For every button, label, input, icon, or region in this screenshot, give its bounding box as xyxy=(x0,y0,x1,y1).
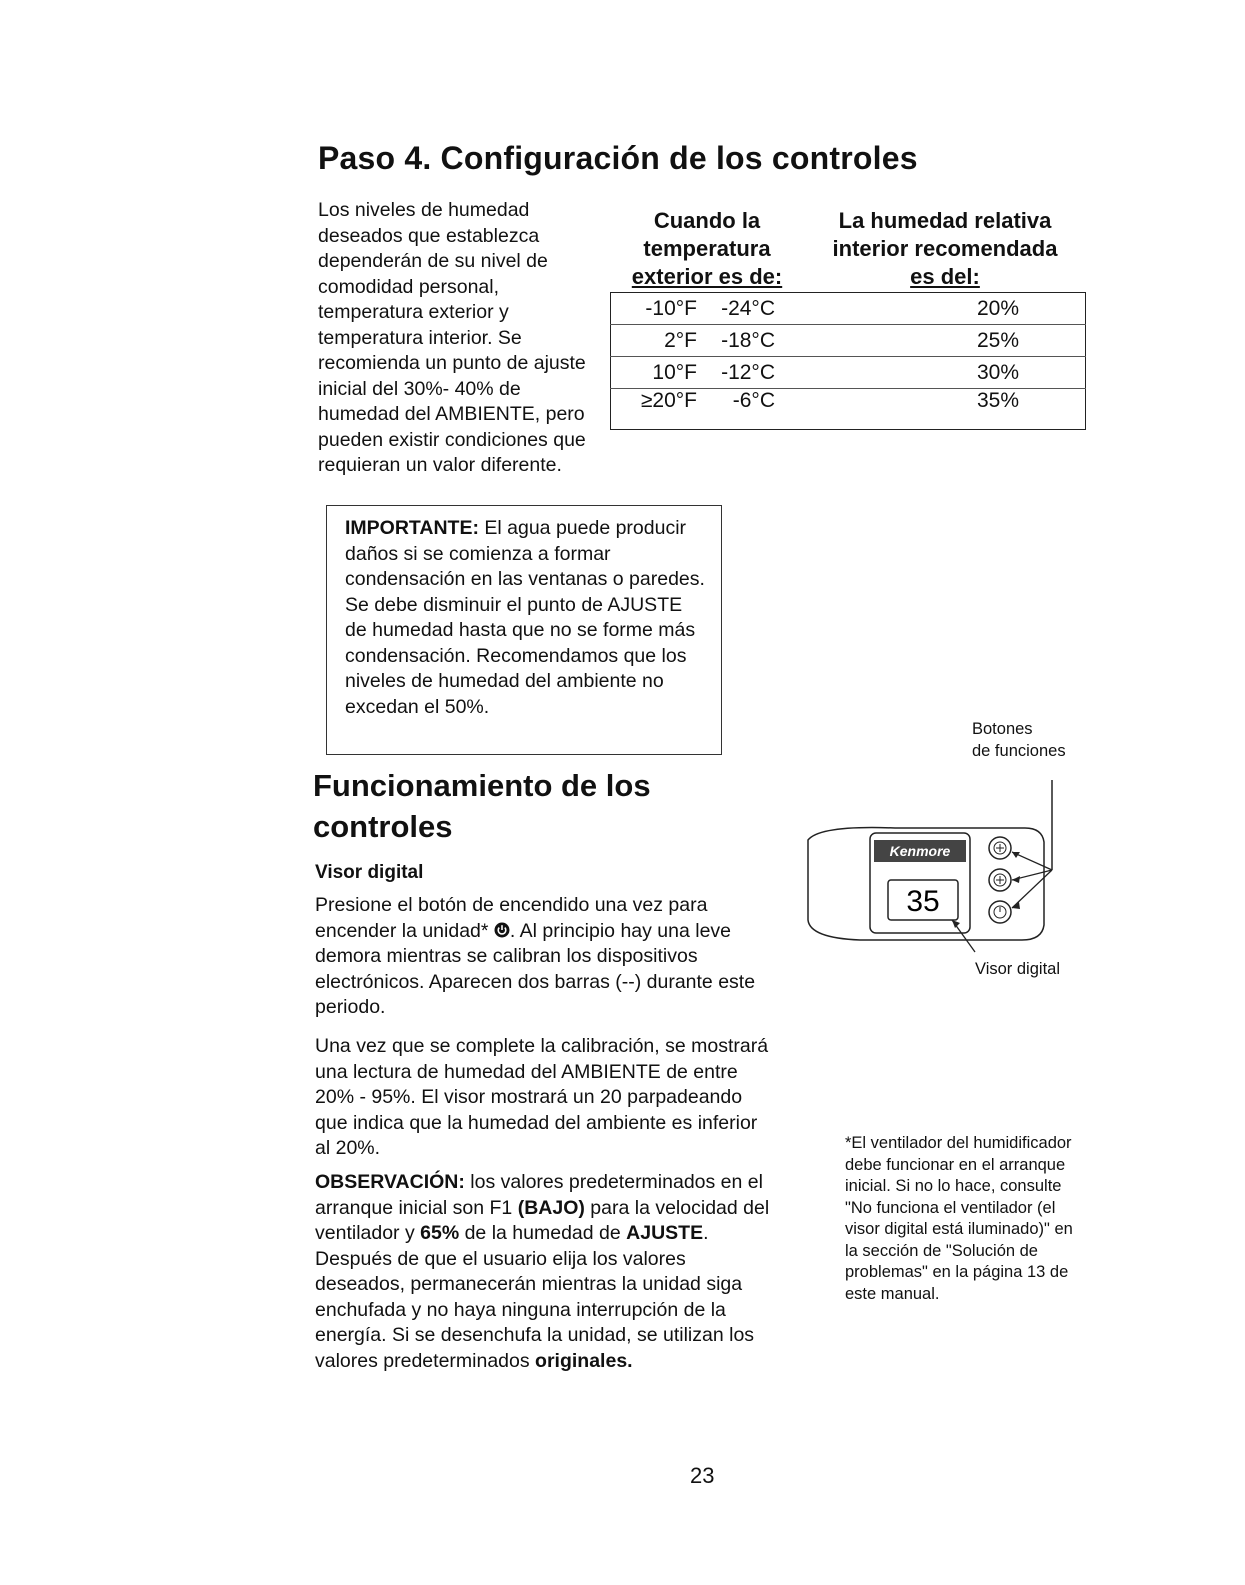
humidity-pct: 30% xyxy=(775,357,1086,389)
temp-f: 10°F xyxy=(611,357,710,389)
power-icon xyxy=(494,920,510,936)
control-panel-figure xyxy=(800,780,1090,955)
important-notice xyxy=(326,505,722,755)
button-fan[interactable] xyxy=(989,869,1011,891)
subheading-digital-display: Visor digital xyxy=(315,862,424,883)
section-title: Funcionamiento de los controles xyxy=(313,768,651,844)
label-digital-display: Visor digital xyxy=(975,960,1060,978)
humidity-pct: 25% xyxy=(775,325,1086,357)
button-up[interactable] xyxy=(989,837,1011,859)
paragraph-calibration: Una vez que se complete la calibración, se mostrará una lectura de humedad del AMBIENTE de entre 20% - 95%. El visor mostrará un 20 parpadeando que indica que la humedad del ambiente es inferior al 20%. xyxy=(315,1035,769,1159)
page-number: 23 xyxy=(690,1463,715,1488)
table-row xyxy=(611,357,1086,389)
display-value: 35 xyxy=(906,885,940,918)
brand-text: Kenmore xyxy=(889,843,951,859)
humidity-table xyxy=(610,292,1086,430)
footnote: *El ventilador del humidificador debe funcionar en el arranque inicial. Si no lo hace, consulte "No funciona el ventilador (el visor digital está iluminado)" en la sección de "Solución de problemas" en la página 13 de este manual. xyxy=(845,1134,1073,1303)
label-function-buttons: Botones de funciones xyxy=(972,720,1066,760)
temp-f: 2°F xyxy=(611,325,710,357)
humidity-pct: 20% xyxy=(775,293,1086,325)
important-label: IMPORTANTE: xyxy=(345,517,479,539)
table-header-temperature: Cuando la temperatura exterior es de: xyxy=(631,208,783,289)
table-header-humidity: La humedad relativa interior recomendada es del: xyxy=(832,208,1058,289)
temp-c: -6°C xyxy=(732,389,775,412)
temp-c: -24°C xyxy=(709,293,775,325)
temp-c: -18°C xyxy=(709,325,775,357)
temp-f: -10°F xyxy=(611,293,710,325)
humidity-pct: 35% xyxy=(976,389,1019,412)
table-row xyxy=(611,293,1086,325)
table-row xyxy=(611,389,1086,430)
paragraph-power: Presione el botón de encendido una vez para encender la unidad* . Al principio hay una leve demora mientras se calibran los dispositivos electrónicos. Aparecen dos barras (--) durante este periodo. xyxy=(315,894,756,1018)
table-row xyxy=(611,325,1086,357)
page-title: Paso 4. Configuración de los controles xyxy=(318,140,918,176)
intro-paragraph: Los niveles de humedad deseados que establezca dependerán de su nivel de comodidad personal, temperatura exterior y temperatura interior. Se recomienda un punto de ajuste inicial del 30%- 40% de humedad del AMBIENTE, pero pueden existir condiciones que requieran un valor diferente. xyxy=(318,199,586,476)
button-power[interactable] xyxy=(989,901,1011,923)
temp-f: ≥20°F xyxy=(640,389,697,412)
temp-c: -12°C xyxy=(709,357,775,389)
important-text: El agua puede producir daños si se comienza a formar condensación en las ventanas o paredes. Se debe disminuir el punto de AJUSTE de humedad hasta que no se forme más condensación. Recomendamos que los niveles de humedad del ambiente no excedan el 50%. xyxy=(345,517,705,718)
paragraph-observation: OBSERVACIÓN: los valores predeterminados en el arranque inicial son F1 (BAJO) para la velocidad del ventilador y 65% de la humedad de AJUSTE. Después de que el usuario elija los valores deseados, permanecerán mientras la unidad siga enchufada y no haya ninguna interrupción de la energía. Si se desenchufa la unidad, se utilizan los valores predeterminados originales. xyxy=(315,1171,770,1372)
